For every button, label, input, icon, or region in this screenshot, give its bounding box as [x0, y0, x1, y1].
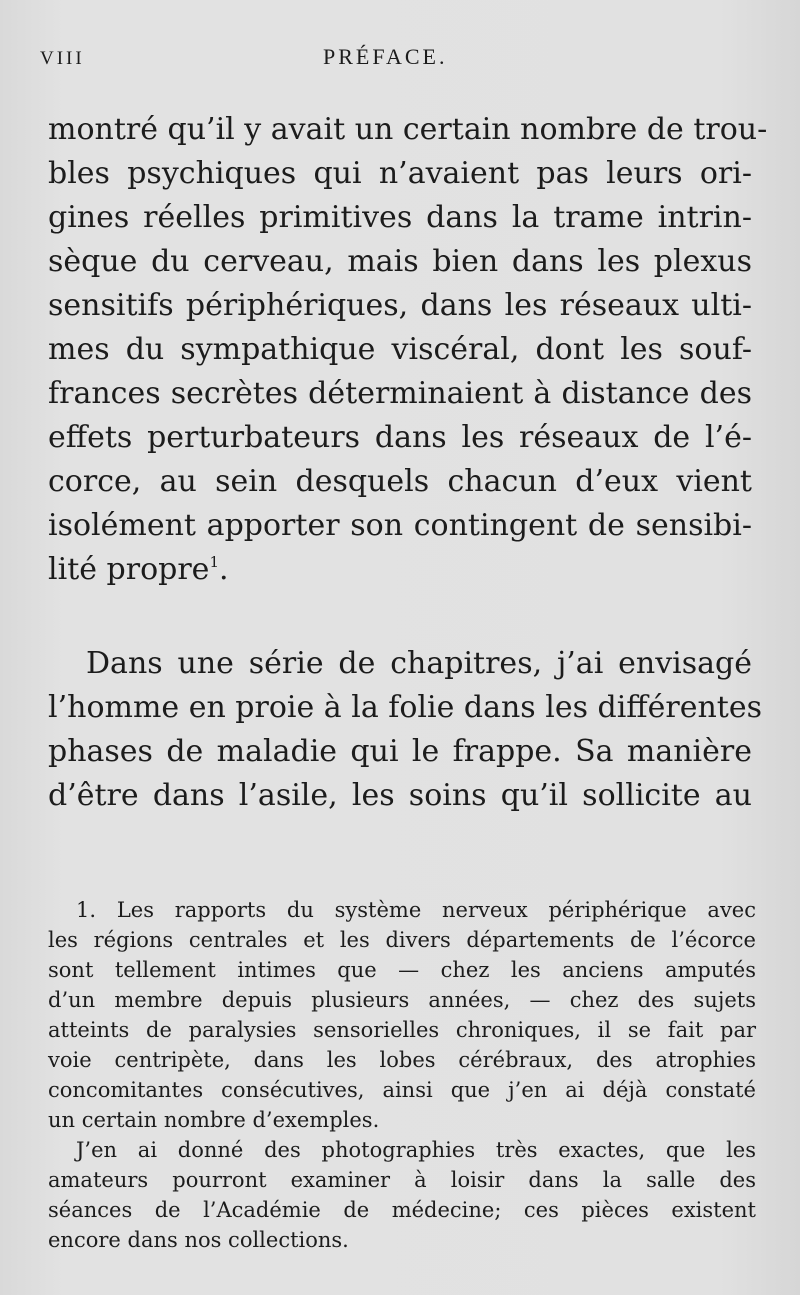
paragraph-1-line-1: montré qu’il y avait un certain nombre de trou- — [48, 112, 768, 147]
footnote-line-1: 1. Les rapports du système nerveux périphérique avec — [76, 898, 756, 922]
footnote-line-9: J’en ai donné des photographies très exactes, que les — [76, 1138, 756, 1162]
footnote-reference: 1 — [209, 553, 219, 571]
paragraph-2-line-2: l’homme en proie à la folie dans les différentes — [48, 690, 762, 725]
paragraph-1-line-3: gines réelles primitives dans la trame intrin- — [48, 200, 752, 235]
paragraph-2-line-1: Dans une série de chapitres, j’ai envisagé — [86, 646, 752, 681]
paragraph-1-line-6: mes du sympathique viscéral, dont les souf- — [48, 332, 752, 367]
footnote-line-10: amateurs pourront examiner à loisir dans la salle des — [48, 1168, 756, 1192]
footnote-line-12: encore dans nos collections. — [48, 1228, 349, 1252]
footnote-line-6: voie centripète, dans les lobes cérébraux, des atrophies — [48, 1048, 756, 1072]
page-header — [0, 44, 800, 72]
paragraph-1-line-11-text: lité propre — [48, 552, 210, 587]
paragraph-1-line-4: sèque du cerveau, mais bien dans les plexus — [48, 244, 752, 279]
paragraph-1-line-5: sensitifs périphériques, dans les réseaux ulti- — [48, 288, 752, 323]
footnote-line-8: un certain nombre d’exemples. — [48, 1108, 380, 1132]
footnote-line-7: concomitantes consécutives, ainsi que j’en ai déjà constaté — [48, 1078, 756, 1102]
footnote-line-3: sont tellement intimes que — chez les anciens amputés — [48, 958, 756, 982]
paragraph-1-line-7: frances secrètes déterminaient à distance des — [48, 376, 752, 411]
paragraph-1-line-10: isolément apporter son contingent de sensibi- — [48, 508, 752, 543]
paragraph-1-line-2: bles psychiques qui n’avaient pas leurs ori- — [48, 156, 752, 191]
footnote-line-2: les régions centrales et les divers départements de l’écorce — [48, 928, 756, 952]
paragraph-2-line-3: phases de maladie qui le frappe. Sa manière — [48, 734, 752, 769]
footnote-line-5: atteints de paralysies sensorielles chroniques, il se fait par — [48, 1018, 756, 1042]
paragraph-1-line-9: corce, au sein desquels chacun d’eux vient — [48, 464, 752, 499]
running-title: PRÉFACE. — [323, 44, 448, 69]
paragraph-1-line-11 — [48, 548, 752, 592]
paragraph-1-end: . — [219, 552, 229, 587]
paragraph-2-line-4: d’être dans l’asile, les soins qu’il sollicite au — [48, 778, 752, 813]
footnote-line-11: séances de l’Académie de médecine; ces pièces existent — [48, 1198, 756, 1222]
paragraph-1-line-8: effets perturbateurs dans les réseaux de l’é- — [48, 420, 752, 455]
footnote-line-4: d’un membre depuis plusieurs années, — chez des sujets — [48, 988, 756, 1012]
page-number: VIII — [40, 48, 85, 69]
